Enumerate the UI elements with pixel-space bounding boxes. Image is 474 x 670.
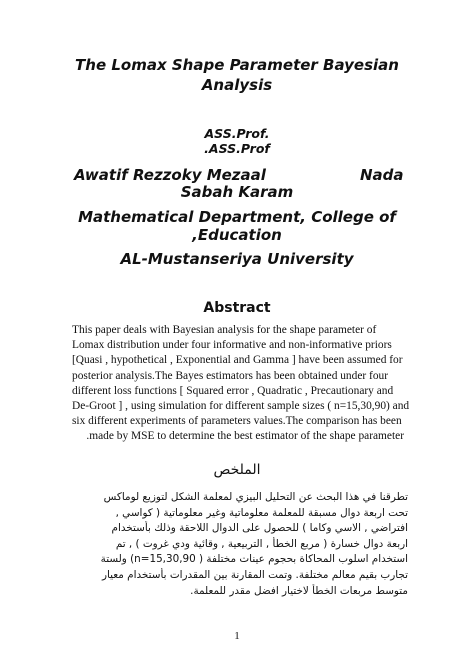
- university-name: AL-Mustanseriya University: [120, 250, 354, 268]
- abstract-heading: Abstract: [203, 300, 271, 316]
- arabic-abstract-heading: الملخص: [213, 462, 261, 478]
- arabic-abstract-line: تجارب بقيم معالم مختلفة. وتمت المقارنة بين المقدرات بأستخدام معيار: [101, 568, 408, 581]
- arabic-abstract-line: تطرقنا في هذا البحث عن التحليل البيزي لمعلمة الشكل لتوزيع لوماكس: [103, 491, 408, 503]
- arabic-abstract-line: متوسط مربعات الخطأ لاختيار افضل مقدر للمعلمة.: [190, 584, 408, 597]
- author-rank-2: .ASS.Prof: [204, 141, 270, 156]
- abstract-line: Lomax distribution under four informative and non-informative priors: [72, 339, 392, 352]
- abstract-line: six different experiments of parameters values.The comparison has been: [72, 415, 402, 428]
- abstract-body: [72, 323, 410, 445]
- arabic-abstract-line: افتراضي , الاسي وكاما ) للحصول على الدوال اللاحقة وذلك بأستخدام: [111, 522, 408, 535]
- paper-title-line-1: The Lomax Shape Parameter Bayesian: [75, 56, 399, 74]
- author-name-2-rest: Sabah Karam: [180, 183, 294, 201]
- arabic-abstract-body: [66, 490, 408, 599]
- author-name-1: Awatif Rezzoky Mezaal: [74, 166, 266, 184]
- page-number: 1: [234, 630, 240, 642]
- arabic-abstract-line: تحت اربعة دوال مسبقة للمعلمة معلوماتية وغير معلوماتية ( كواسي ,: [115, 506, 408, 519]
- abstract-line: .made by MSE to determine the best estimator of the shape parameter: [86, 430, 404, 443]
- abstract-line: [Quasi , hypothetical , Exponential and Gamma ] have been assumed for: [72, 354, 403, 367]
- arabic-abstract-line: استخدام اسلوب المحاكاة بحجوم عينات مختلفة ( n=15,30,90) ولستة: [100, 553, 408, 566]
- abstract-line: different loss functions [ Squared error , Quadratic , Precautionary and: [72, 384, 394, 397]
- abstract-line: This paper deals with Bayesian analysis for the shape parameter of: [72, 324, 377, 336]
- author-rank-1: ASS.Prof.: [204, 126, 270, 141]
- abstract-line: posterior analysis.The Bayes estimators has been obtained under four: [72, 369, 389, 382]
- abstract-line: De-Groot ] , using simulation for different sample sizes ( n=15,30,90) and: [72, 399, 410, 412]
- affiliation-line-2: ,Education: [192, 226, 282, 244]
- author-name-2-first: Nada: [360, 166, 404, 184]
- arabic-abstract-line: اربعة دوال خسارة ( مربع الخطأ , التربيعية , وقائية ودي غروت ) , تم: [115, 537, 408, 550]
- paper-title-line-2: Analysis: [201, 76, 273, 94]
- affiliation-line-1: Mathematical Department, College of: [78, 208, 396, 226]
